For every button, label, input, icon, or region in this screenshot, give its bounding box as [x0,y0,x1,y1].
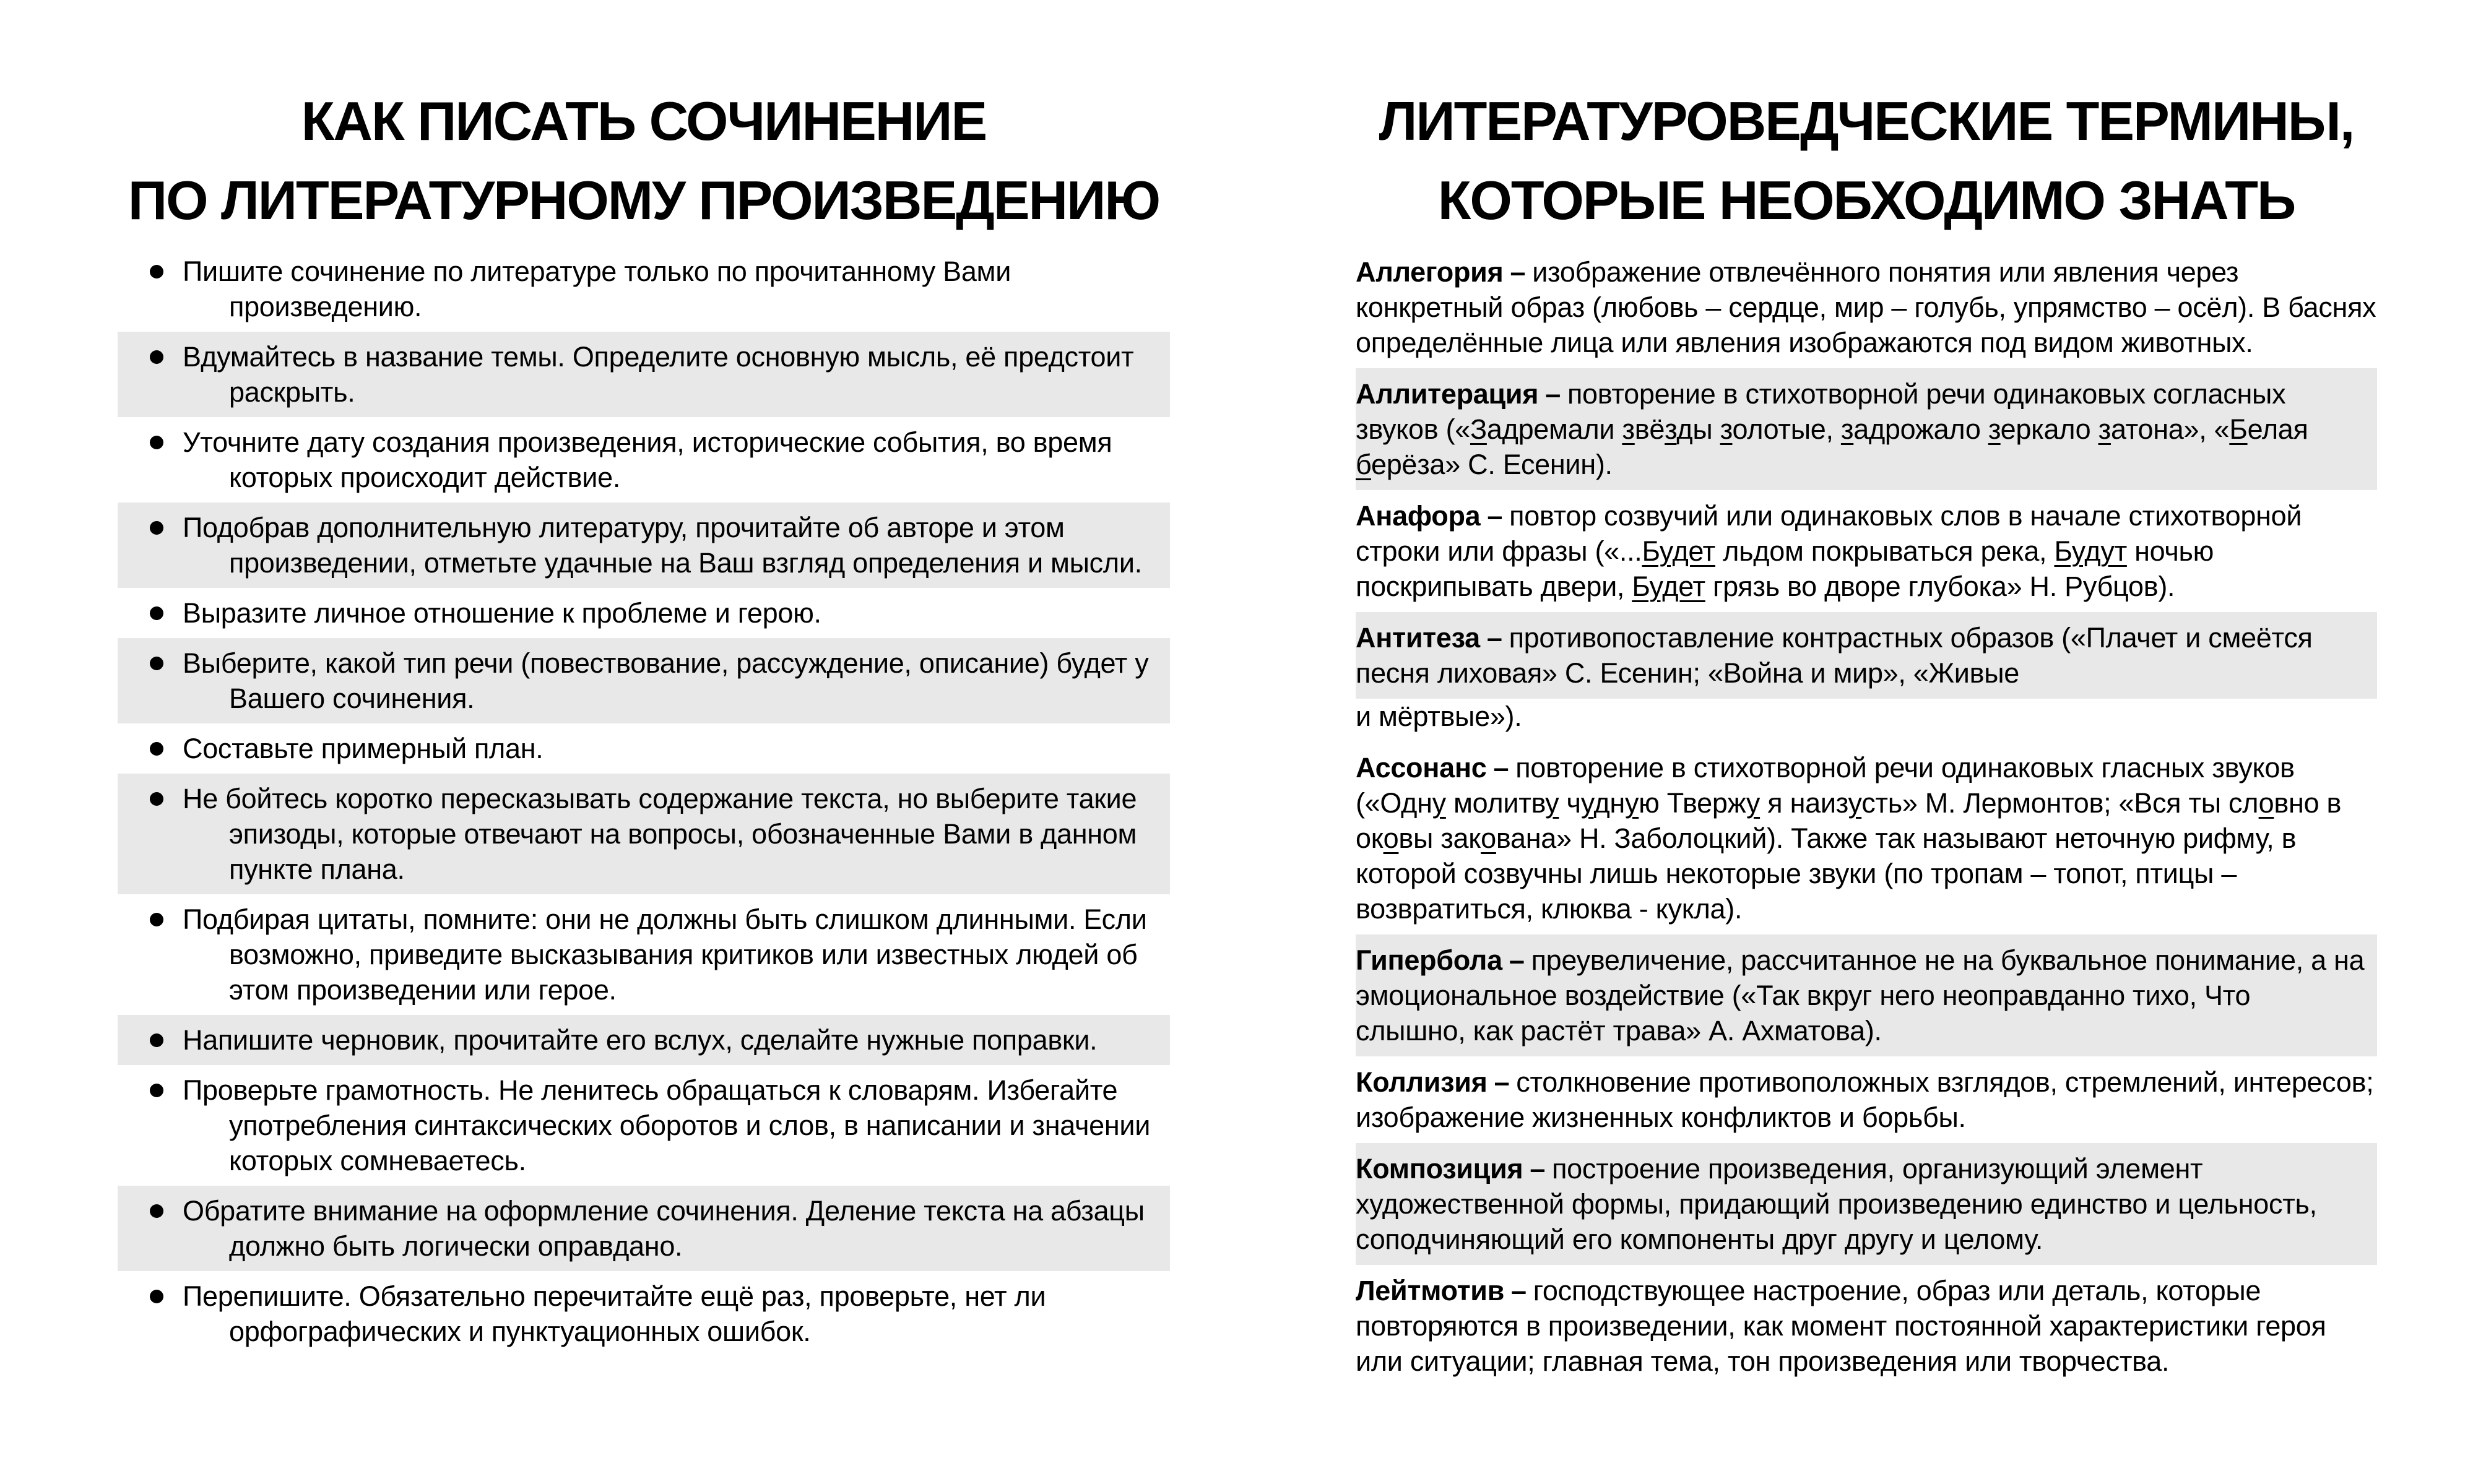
bullet-item-text: Пишите сочинение по литературе только по прочитанному Вами произведению. [183,256,1011,322]
bullet-item-text: Выберите, какой тип речи (повествование, рассуждение, описание) будет у Вашего сочинения. [183,647,1149,714]
term-dash: – [1510,256,1526,288]
left-column-title [118,82,1170,240]
bullet-item-text: Подбирая цитаты, помните: они не должны быть слишком длинными. Если возможно, приведите высказывания критиков или известных людей об этом произведении или герое. [183,904,1147,1006]
term-paragraph-body [1356,742,2377,934]
term-definition: изображение отвлечённого понятия или явления через конкретный образ (любовь – сердце, мир – голубь, упрямство – осёл). В баснях определённые лица или явления изображаются под видом животных. [1356,256,2376,358]
bullet-item-text: Составьте примерный план. [183,733,544,764]
right-title-line2: КОТОРЫЕ НЕОБХОДИМО ЗНАТЬ [1437,170,2295,231]
term-name: Аллегория [1356,256,1504,288]
bullet-item [118,894,1170,1015]
bullet-icon [150,521,163,535]
bullet-icon [150,913,163,926]
bullet-item [118,1015,1170,1065]
term-definition: повторение в стихотворной речи одинаковых согласных звуков («Задремали звёзды золотые, задрожало зеркало затона», «Белая берёза» С. Есенин). [1356,378,2308,480]
term-paragraph-body [1356,1265,2377,1387]
term-definition: столкновение противоположных взглядов, стремлений, интересов; изображение жизненных конфликтов и борьбы. [1356,1066,2374,1133]
left-title-line1: КАК ПИСАТЬ СОЧИНЕНИЕ [301,90,987,152]
term-dash: – [1545,378,1561,410]
bullet-icon [150,265,163,278]
bullet-icon [150,1204,163,1218]
bullet-item [118,1065,1170,1186]
bullet-icon [150,606,163,620]
term-paragraph [1356,490,2377,612]
term-paragraph [1356,1143,2377,1265]
bullet-item [118,246,1170,332]
term-definition: преувеличение, рассчитанное не на буквальное понимание, а на эмоциональное воздействие («Так вкруг него неоправданно тихо, Что слышно, как растёт трава» А. Ахматова). [1356,944,2365,1046]
bullet-item [118,503,1170,588]
right-column-title [1356,82,2377,240]
bullet-icon [150,1084,163,1097]
term-name: Коллизия [1356,1066,1488,1098]
term-name: Анафора [1356,500,1481,532]
term-dash: – [1487,500,1503,532]
term-name: Антитеза [1356,622,1480,654]
bullet-item-text: Проверьте грамотность. Не ленитесь обращаться к словарям. Избегайте употребления синтаксических оборотов и слов, в написании и значении которых сомневаетесь. [183,1074,1151,1176]
term-definition: повторение в стихотворной речи одинаковых гласных звуков («Одну молитву чудную Твержу я наизусть» М. Лермонтов; «Вся ты словно в оковы закована» Н. Заболоцкий). Также так называют неточную рифму, в которой созвучны лишь некоторые звуки (по тропам – топот, птицы – возвратиться, клюква - кукла). [1356,752,2342,925]
bullet-item [118,417,1170,503]
term-paragraph [1356,1056,2377,1143]
bullet-icon [150,742,163,756]
term-name: Ассонанс [1356,752,1487,783]
term-dash: – [1494,1066,1510,1098]
bullet-item-text: Напишите черновик, прочитайте его вслух, сделайте нужные поправки. [183,1024,1098,1056]
term-paragraph-body [1356,612,2377,699]
essay-tips-list [118,246,1170,1357]
terms-list [1356,246,2377,1387]
term-name: Композиция [1356,1153,1523,1184]
bullet-item [118,774,1170,894]
bullet-icon [150,1033,163,1047]
bullet-icon [150,436,163,449]
bullet-item [118,638,1170,723]
term-paragraph-body [1356,368,2377,490]
bullet-icon [150,657,163,670]
term-paragraph [1356,246,2377,368]
bullet-icon [150,1290,163,1303]
term-dash: – [1511,1275,1527,1306]
term-paragraph [1356,368,2377,490]
term-name: Гипербола [1356,944,1502,976]
terms-column [1356,82,2377,1484]
term-paragraph [1356,742,2377,934]
bullet-icon [150,792,163,806]
term-paragraph [1356,1265,2377,1387]
bullet-item [118,332,1170,417]
term-paragraph-body [1356,246,2377,368]
left-title-line2: ПО ЛИТЕРАТУРНОМУ ПРОИЗВЕДЕНИЮ [128,170,1160,231]
bullet-item-text: Уточните дату создания произведения, исторические события, во время которых происходит действие. [183,426,1112,493]
bullet-item-text: Не бойтесь коротко пересказывать содержание текста, но выберите такие эпизоды, которые отвечают на вопросы, обозначенные Вами в данном пункте плана. [183,783,1137,885]
bullet-item [118,723,1170,774]
term-dash: – [1530,1153,1546,1184]
bullet-item-text: Обратите внимание на оформление сочинения. Деление текста на абзацы должно быть логически оправдано. [183,1195,1145,1262]
term-paragraph [1356,934,2377,1056]
bullet-item [118,588,1170,638]
term-paragraph-body [1356,490,2377,612]
term-paragraph-body [1356,934,2377,1056]
term-dash: – [1486,622,1502,654]
bullet-item-text: Вдумайтесь в название темы. Определите основную мысль, её предстоит раскрыть. [183,341,1134,408]
term-paragraph [1356,612,2377,742]
term-definition: противопоставление контрастных образов («Плачет и смеётся песня лиховая» С. Есенин; «Война и мир», «Живые [1356,622,2313,689]
term-definition: построение произведения, организующий элемент художественной формы, придающий произведению единство и цельность, соподчиняющий его компоненты друг другу и целому. [1356,1153,2317,1255]
right-title-line1: ЛИТЕРАТУРОВЕДЧЕСКИЕ ТЕРМИНЫ, [1379,90,2354,152]
term-paragraph-body [1356,1143,2377,1265]
term-name: Лейтмотив [1356,1275,1505,1306]
bullet-item [118,1271,1170,1357]
essay-howto-column [118,82,1170,1484]
bullet-item-text: Подобрав дополнительную литературу, прочитайте об авторе и этом произведении, отметьте удачные на Ваш взгляд определения и мысли. [183,512,1142,579]
term-paragraph-body [1356,1056,2377,1143]
term-name: Аллитерация [1356,378,1539,410]
term-definition: господствующее настроение, образ или деталь, которые повторяются в произведении, как момент постоянной характеристики героя или ситуации; главная тема, тон произведения или творчества. [1356,1275,2326,1377]
bullet-item-text: Перепишите. Обязательно перечитайте ещё раз, проверьте, нет ли орфографических и пунктуационных ошибок. [183,1280,1046,1347]
bullet-item-text: Выразите личное отношение к проблеме и герою. [183,597,821,629]
term-dash: – [1493,752,1509,783]
term-dash: – [1509,944,1525,976]
term-definition-tail: и мёртвые»). [1356,701,1522,732]
bullet-item [118,1186,1170,1271]
bullet-icon [150,350,163,364]
term-definition: повтор созвучий или одинаковых слов в начале стихотворной строки или фразы («...Будет льдом покрываться река, Будут ночью поскрипывать двери, Будет грязь во дворе глубока» Н. Рубцов). [1356,500,2302,602]
